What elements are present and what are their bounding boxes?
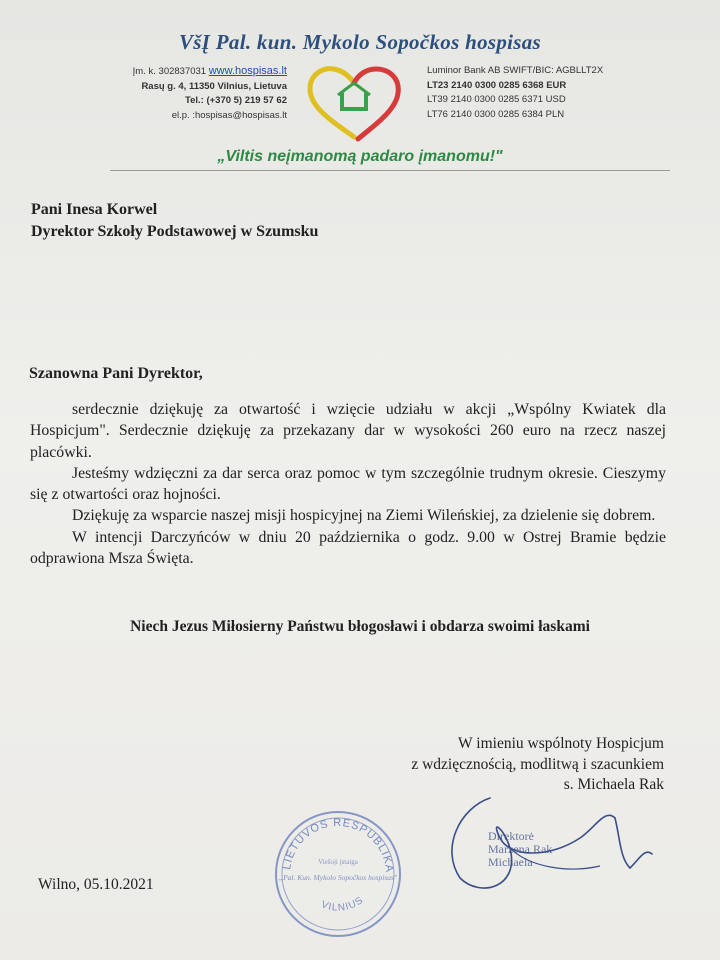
body-paragraph: Jesteśmy wdzięczni za dar serca oraz pomoc w tym szczególnie trudnym okresie. Cieszymy się z otwartości oraz hojności. (30, 464, 666, 504)
body-paragraph: Dziękuję za wsparcie naszej misji hospicyjnej na Ziemi Wileńskiej, za dzielenie się dobrem. (72, 507, 656, 525)
iban-eur: LT23 2140 0300 0285 6368 EUR (427, 79, 567, 91)
date-line: Wilno, 05.10.2021 (38, 876, 154, 893)
company-code-line (133, 64, 287, 80)
address-line: Rasų g. 4, 11350 Vilnius, Lietuva (141, 80, 287, 92)
director-religious-name: Michaela (488, 855, 533, 869)
closing-line-1: W imieniu wspólnoty Hospicjum (458, 735, 664, 752)
recipient-position: Dyrektor Szkoły Podstawowej w Szumsku (31, 223, 319, 240)
official-seal-stamp (272, 808, 404, 940)
stamp-small-text: Viešoji įstaiga (318, 858, 358, 866)
iban-usd: LT39 2140 0300 0285 6371 USD (427, 94, 566, 105)
contact-block (133, 64, 287, 123)
body-paragraph: serdecznie dziękuję za otwartość i wzięcie udziału w akcji „Wspólny Kwiatek dla Hospicjum". Serdecznie dziękuję za przekazany dar w wysokości 260 euro na rzecz naszej placówki. (30, 401, 666, 461)
bank-details-block (427, 64, 603, 122)
salutation: Szanowna Pani Dyrektor, (29, 365, 203, 382)
blessing-line: Niech Jezus Miłosierny Państwu błogosławi i obdarza swoimi łaskami (130, 618, 590, 635)
signatory-name: s. Michaela Rak (563, 776, 664, 793)
handwritten-signature (430, 778, 680, 898)
stamp-name-text: „Pal. Kun. Mykolo Sopočkos hospisas" (278, 873, 398, 882)
director-stamp-text (488, 830, 552, 869)
website-link[interactable]: www.hospisas.lt (208, 65, 287, 77)
company-code: Įm. k. 302837031 (132, 66, 209, 77)
director-name: Marzena Rak (488, 842, 553, 856)
letter-body (30, 399, 666, 569)
phone-line: Tel.: (+370 5) 219 57 62 (184, 95, 287, 106)
email-line: el.p. :hospisas@hospisas.lt (171, 109, 287, 121)
header-divider (110, 170, 670, 171)
stamp-outer-text: LIETUVOS RESPUBLIKA (281, 816, 396, 874)
iban-pln: LT76 2140 0300 0285 6384 PLN (427, 108, 565, 120)
body-paragraph: W intencji Darczyńców w dniu 20 października o godz. 9.00 w Ostrej Bramie będzie odprawiona Msza Święta. (30, 528, 666, 568)
hospice-heart-logo-icon (300, 63, 408, 143)
recipient-block (31, 199, 318, 243)
bank-name-line: Luminor Bank AB SWIFT/BIC: AGBLLT2X (427, 65, 604, 76)
stamp-bottom-text: VILNIUS (319, 894, 366, 914)
organization-title: VšĮ Pal. kun. Mykolo Sopočkos hospisas (178, 30, 542, 54)
closing-line-2: z wdzięcznością, modlitwą i szacunkiem (411, 755, 664, 773)
director-title: Direktorė (488, 829, 534, 843)
motto: „Viltis neįmanomą padaro įmanomu!" (217, 148, 503, 165)
recipient-name: Pani Inesa Korwel (31, 201, 158, 218)
